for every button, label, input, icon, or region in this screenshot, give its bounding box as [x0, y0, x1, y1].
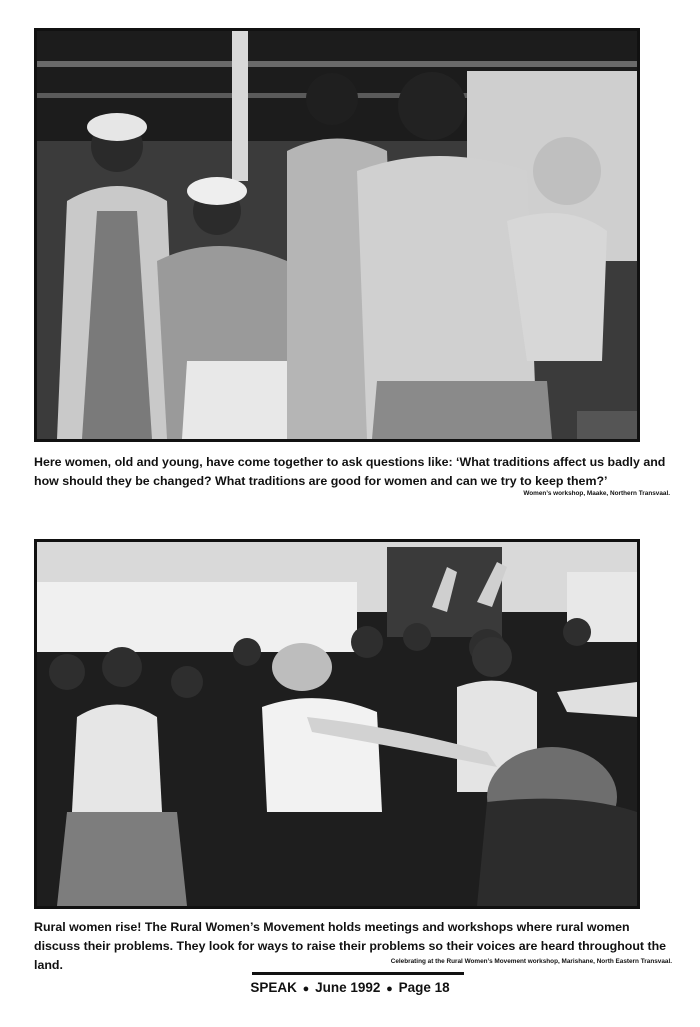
photo-illustration	[37, 31, 637, 439]
rural-women-dancing-photo	[34, 539, 640, 909]
photo-credit-1: Women’s workshop, Maake, Northern Transvaal.	[523, 490, 670, 497]
photo-caption-1: Here women, old and young, have come together to ask questions like: ‘What traditions affect us badly and how should they be changed? What traditions are good for women and can we try to keep them?’	[34, 455, 666, 488]
publication-name: SPEAK	[250, 980, 297, 995]
footer-rule	[252, 972, 464, 975]
photo-credit-2: Celebrating at the Rural Women’s Movement workshop, Marishane, North Eastern Transvaal.	[390, 958, 672, 965]
issue-date: June 1992	[315, 980, 381, 995]
page-number: Page 18	[398, 980, 450, 995]
women-gathering-photo	[34, 28, 640, 442]
bullet-dot-icon: ●	[386, 983, 393, 995]
page-footer	[0, 980, 700, 995]
photo-illustration	[37, 542, 637, 906]
bullet-dot-icon: ●	[302, 983, 310, 995]
photo-caption-2: Rural women rise! The Rural Women’s Movement holds meetings and workshops where rural women discuss their problems. They look for ways to raise their problems so their voices are heard throughout the land.	[34, 920, 667, 972]
